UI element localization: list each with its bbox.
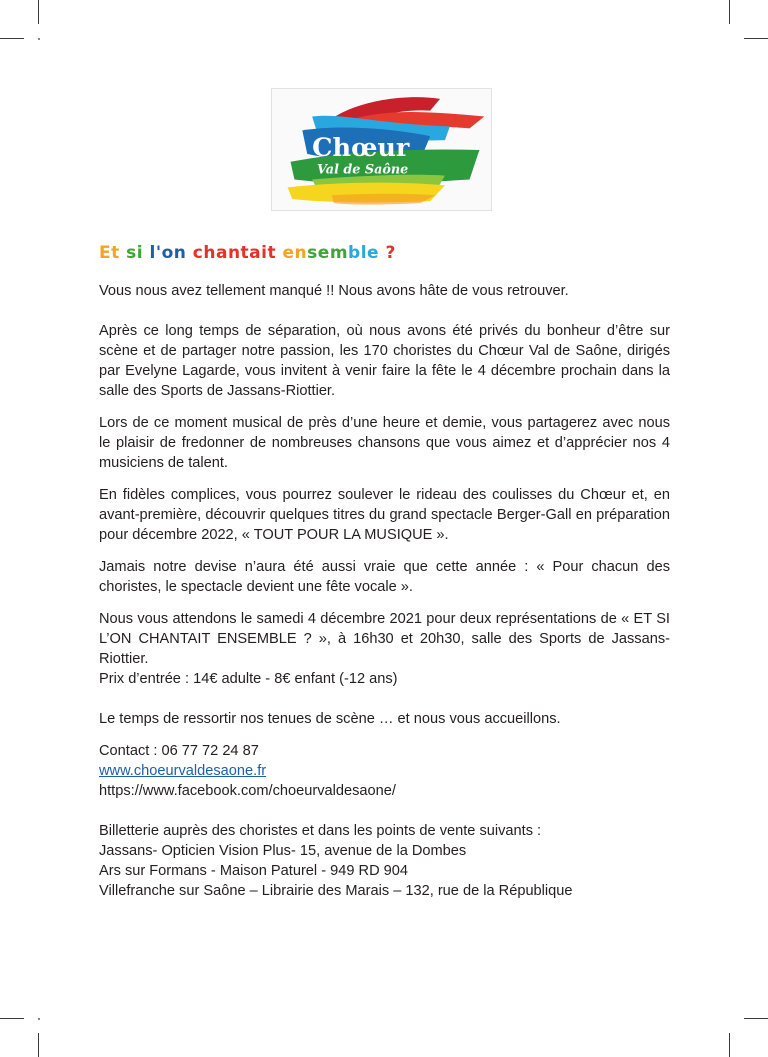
website-link[interactable]: www.choeurvaldesaone.fr xyxy=(99,763,267,779)
intro-paragraph: Vous nous avez tellement manqué !! Nous avons hâte de vous retrouver. xyxy=(99,283,569,299)
title-word xyxy=(283,243,380,263)
crop-mark-bottom-left-horizontal xyxy=(0,1018,24,1019)
paragraph-motto: Jamais notre devise n’aura été aussi vraie que cette année : « Pour chacun des choristes, le spectacle devient une fête vocale ». xyxy=(99,559,670,595)
ticketing-heading: Billetterie auprès des choristes et dans les points de vente suivants : xyxy=(99,823,542,839)
brush-stroke-logo-image xyxy=(272,89,491,210)
title-word: Et xyxy=(99,243,120,263)
title-word: l'on xyxy=(149,243,187,263)
choeur-logo xyxy=(271,88,492,211)
paragraph-musical-moment: Lors de ce moment musical de près d’une heure et demie, vous partagerez avec nous le plaisir de fredonner de nombreuses chansons que vous aimez et d’apprécier nos 4 musiciens de talent. xyxy=(99,415,670,471)
event-date-text: Nous vous attendons le samedi 4 décembre 2021 pour deux représentations de « ET SI L’ON CHANTAIT ENSEMBLE ? », à 16h30 et 20h30, salle des Sports de Jassans-Riottier. xyxy=(99,611,670,667)
ticket-price: Prix d’entrée : 14€ adulte - 8€ enfant (-12 ans) xyxy=(99,671,398,687)
ticket-location: Ars sur Formans - Maison Paturel - 949 RD 904 xyxy=(99,863,409,879)
title-part: m xyxy=(329,243,349,263)
crop-mark-top-left-horizontal xyxy=(0,38,24,39)
event-title xyxy=(99,243,396,263)
document-body xyxy=(99,281,670,913)
crop-mark-top-right-vertical xyxy=(729,0,730,24)
registration-dot xyxy=(38,1018,40,1020)
title-part: ble xyxy=(348,243,380,263)
logo-text-val-de-saone: Val de Saône xyxy=(317,162,409,178)
facebook-url: https://www.facebook.com/choeurvaldesaone/ xyxy=(99,783,396,799)
ticket-location: Villefranche sur Saône – Librairie des Marais – 132, rue de la République xyxy=(99,883,573,899)
logo-stroke-orange xyxy=(332,194,435,205)
title-part: se xyxy=(307,243,330,263)
registration-dot xyxy=(38,38,40,40)
ticket-location: Jassans- Opticien Vision Plus- 15, avenue de la Dombes xyxy=(99,843,467,859)
paragraph-event-details xyxy=(99,609,670,689)
crop-mark-top-right-horizontal xyxy=(744,38,768,39)
paragraph-welcome: Le temps de ressortir nos tenues de scène … et nous vous accueillons. xyxy=(99,711,561,727)
title-word: si xyxy=(126,243,144,263)
contact-phone: Contact : 06 77 72 24 87 xyxy=(99,743,259,759)
crop-mark-bottom-left-vertical xyxy=(38,1033,39,1057)
title-part: en xyxy=(282,243,308,263)
contact-block xyxy=(99,741,670,801)
ticketing-block xyxy=(99,821,670,901)
paragraph-separation: Après ce long temps de séparation, où nous avons été privés du bonheur d’être sur scène et de partager notre passion, les 170 choristes du Chœur Val de Saône, dirigés par Evelyne Lagarde, vous invitent à venir faire la fête le 4 décembre prochain dans la salle des Sports de Jassans-Riottier. xyxy=(99,323,670,399)
crop-mark-bottom-right-vertical xyxy=(729,1033,730,1057)
crop-mark-top-left-vertical xyxy=(38,0,39,24)
crop-mark-bottom-right-horizontal xyxy=(744,1018,768,1019)
title-word: chantait xyxy=(192,243,277,263)
paragraph-preview: En fidèles complices, vous pourrez soulever le rideau des coulisses du Chœur et, en avant-première, découvrir quelques titres du grand spectacle Berger-Gall en préparation pour décembre 2022, « TOUT POUR LA MUSIQUE ». xyxy=(99,487,670,543)
title-word: ? xyxy=(385,243,396,263)
logo-text-choeur: Chœur xyxy=(312,132,410,163)
